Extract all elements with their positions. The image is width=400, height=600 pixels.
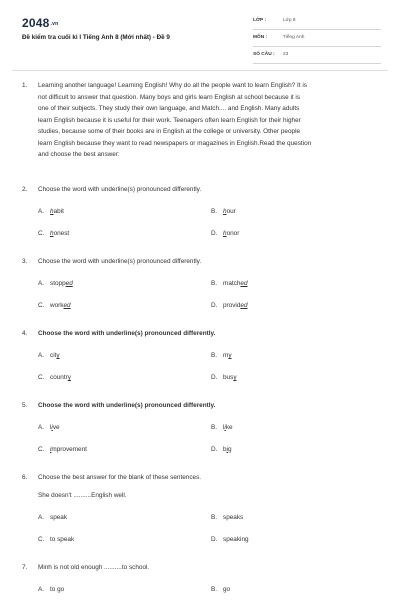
header-divider — [12, 70, 388, 71]
option-c[interactable]: C. worked — [38, 302, 71, 309]
option-d[interactable]: D. honor — [211, 230, 240, 237]
question-number: 5. — [22, 402, 28, 409]
option-a[interactable]: A. to go — [38, 586, 65, 593]
option-c[interactable]: C. to speak — [38, 536, 75, 543]
meta-key: SỐ CÂU : — [253, 52, 275, 57]
question-stem: Choose the word with underline(s) pronounced differently. — [38, 258, 202, 265]
question-number: 4. — [22, 330, 28, 337]
passage-line: studies, because some of their books are in English at the college or university. Other people — [38, 128, 301, 135]
option-b[interactable]: B. speaks — [211, 514, 244, 521]
option-c[interactable]: C. honest — [38, 230, 70, 237]
option-a[interactable]: A. speak — [38, 514, 68, 521]
meta-value: Tiếng Anh — [283, 35, 305, 40]
option-b[interactable]: B. like — [211, 424, 233, 431]
option-d[interactable]: D. provided — [211, 302, 248, 309]
question-stem: Choose the word with underline(s) pronounced differently. — [38, 186, 202, 193]
option-d[interactable]: D. big — [211, 446, 232, 453]
meta-table — [253, 13, 381, 64]
page-header — [0, 0, 400, 64]
option-a[interactable]: A. stopped — [38, 280, 73, 287]
question-passage — [38, 80, 380, 161]
question-number: 1. — [22, 82, 28, 89]
logo-suffix: .vn — [50, 20, 59, 27]
question-number: 7. — [22, 564, 28, 571]
question-number: 2. — [22, 186, 28, 193]
meta-value: 23 — [283, 52, 289, 57]
meta-row-count — [253, 47, 381, 64]
option-d[interactable]: D. busy — [211, 374, 237, 381]
option-c[interactable]: C. improvement — [38, 446, 87, 453]
option-a[interactable]: A. habit — [38, 208, 64, 215]
passage-line: learn English because they want to read newspapers or magazines in English.Read the question — [38, 139, 312, 147]
passage-line: Learning another language! Learning English! Why do all the people want to learn English? It is — [38, 82, 307, 89]
option-b[interactable]: B. hour — [211, 208, 236, 215]
question-sentence: She doesn't ..........English well. — [38, 492, 127, 499]
passage-line: not difficult to answer that question. Many boys and girls learn English at school because it is — [38, 93, 301, 101]
option-c[interactable]: C. country — [38, 374, 71, 381]
option-a[interactable]: A. city — [38, 352, 60, 359]
question-stem: Choose the word with underline(s) pronounced differently. — [38, 330, 216, 337]
option-b[interactable]: B. go — [211, 586, 231, 593]
meta-row-class — [253, 13, 381, 30]
meta-row-subject — [253, 30, 381, 47]
question-stem: Minh is not old enough ..........to school. — [38, 564, 150, 571]
question-stem: Choose the word with underline(s) pronounced differently. — [38, 402, 216, 409]
question-number: 6. — [22, 474, 28, 481]
option-b[interactable]: B. matched — [211, 280, 248, 287]
passage-line: one of their subjects. They study their own language, and Match.... and English. Many adults — [38, 105, 300, 112]
question-stem: Choose the best answer for the blank of these sentences. — [38, 474, 202, 481]
site-logo[interactable] — [22, 16, 58, 30]
meta-key: MÔN : — [253, 35, 268, 40]
meta-value: Lớp 8 — [283, 18, 296, 23]
logo-text: 2048 — [22, 16, 50, 30]
question-number: 3. — [22, 258, 28, 265]
option-d[interactable]: D. speaking — [211, 536, 249, 543]
option-a[interactable]: A. live — [38, 424, 60, 431]
passage-line: learn English because it is useful for their work. Teenagers often learn English for their higher — [38, 116, 301, 124]
page-title: Đề kiểm tra cuối kì I Tiếng Anh 8 (Mới nhất) - Đề 9 — [22, 34, 170, 41]
passage-line: and choose the best answer: — [38, 151, 120, 158]
meta-key: LỚP : — [253, 18, 267, 23]
option-b[interactable]: B. my — [211, 352, 232, 359]
